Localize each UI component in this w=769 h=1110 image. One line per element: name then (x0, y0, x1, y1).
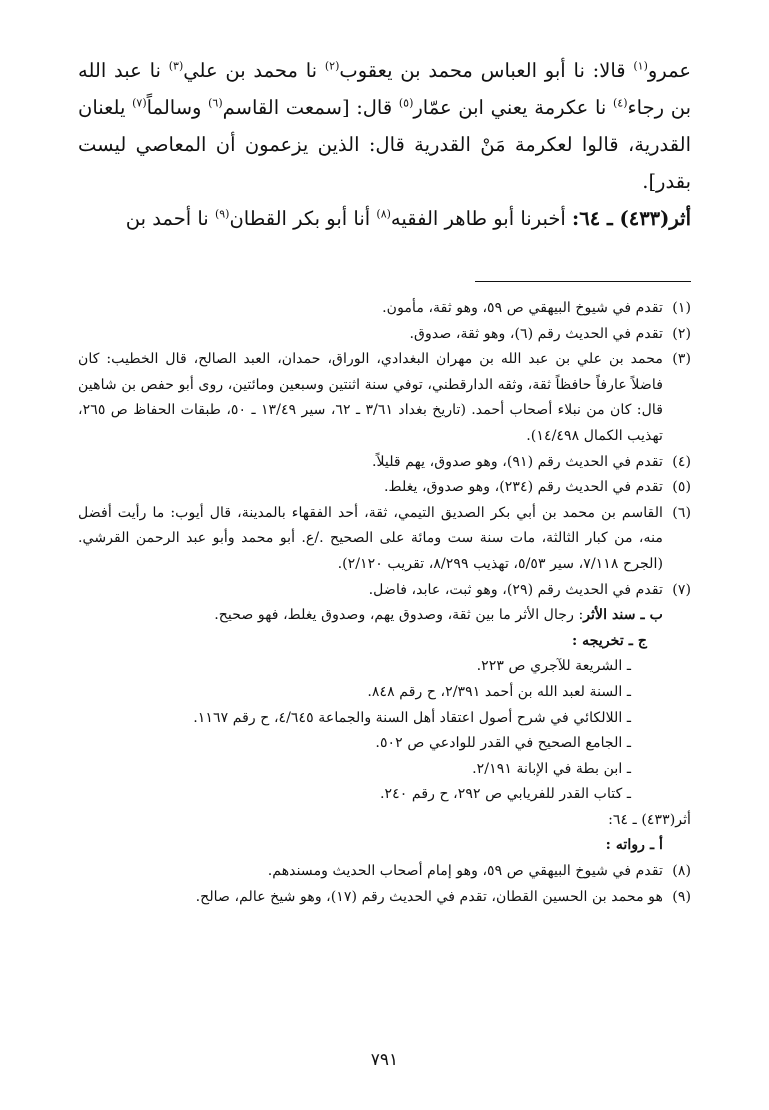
footnote-number: (٤) (672, 453, 691, 470)
footnote-number: (٧) (672, 581, 691, 598)
takhrij-item: ـ كتاب القدر للفريابي ص ٢٩٢، ح رقم ٢٤٠. (380, 786, 631, 803)
footnote-7 (78, 578, 691, 604)
footnote-number: (١) (672, 300, 691, 316)
footnote-number: (٩) (672, 888, 691, 905)
footnote-9 (78, 885, 691, 911)
text-run: نا أحمد بن (125, 207, 215, 230)
footnote-ref: (٥) (398, 96, 414, 110)
takhrij-item: ـ اللالكائي في شرح أصول اعتقاد أهل السنة والجماعة ٤/٦٤٥، ح رقم ١١٦٧. (193, 709, 631, 726)
main-text (78, 52, 691, 237)
sanad-text: : رجال الأثر ما بين ثقة، وصدوق يهم، وصدوق يغلط، فهو صحيح. (214, 607, 584, 624)
footnote-text: هو محمد بن الحسين القطان، تقدم في الحديث رقم (١٧)، وهو شيخ عالم، صالح. (195, 888, 663, 905)
book-page (78, 52, 691, 1070)
footnote-number: (٨) (672, 863, 691, 880)
footnote-ref: (١) (633, 59, 648, 73)
text-run: نا عكرمة يعني ابن عمّار (413, 96, 613, 119)
footnote-4 (78, 450, 691, 476)
narrators-heading: أ ـ رواته : (605, 837, 663, 854)
footnote-ref: (٧) (132, 96, 147, 110)
text-run: قالا: نا أبو العباس محمد بن يعقوب (339, 59, 634, 82)
text-run: أنا أبو بكر القطان (229, 207, 377, 230)
footnote-6 (78, 501, 691, 578)
athar-number-label: أثر(٤٣٣) ـ ٦٤: (572, 207, 691, 230)
main-paragraph-1 (78, 52, 691, 200)
footnote-5 (78, 475, 691, 501)
footnote-1 (78, 296, 691, 322)
footnote-text: القاسم بن محمد بن أبي بكر الصديق التيمي، ثقة، أحد الفقهاء بالمدينة، قال أيوب: ما رأيت أفضل منه، من كبار الثالثة، مات سنة ست ومائة على الصحيح ./ع. أبو محمد وأبو عبد الرحمن القرشي. (الجرح ٧/١١٨، سير ٥/٥٣، تهذيب ٨/٢٩٩، تقريب ٢/١٢٠). (78, 504, 663, 572)
footnote-ref: (٤) (612, 96, 628, 110)
footnote-text: محمد بن علي بن عبد الله بن مهران البغدادي، الوراق، حمدان، العبد الصالح، قال الخطيب: كان فاضلاً عارفاً حافظاً ثقة، وثقه الدارقطني، توفي سنة اثنتين وسبعين ومائتين، روى أبو حفص بن شاهين قال: كان من نبلاء أصحاب أحمد. (تاريخ بغداد ٣/٦١ ـ ٦٢، سير ١٣/٤٩ ـ ٥٠، طبقات الحفاظ ص ٢٦٥، تهذيب الكمال ١٤/٤٩٨). (78, 351, 663, 444)
text-run: وسالماً (146, 96, 209, 119)
footnote-2 (78, 322, 691, 348)
footnote-ref: (٩) (214, 207, 230, 221)
takhrij-item: ـ الجامع الصحيح في القدر للوادعي ص ٥٠٢. (375, 735, 631, 752)
text-run: يلعنان القدرية، قالوا لعكرمة مَنْ القدرية قال: الذين يزعمون أن المعاصي ليست بقدر]. (78, 96, 691, 193)
text-run: نا عبد الله بن رجاء (78, 59, 692, 119)
footnote-ref: (٦) (208, 96, 223, 110)
footnote-ref: (٢) (324, 59, 340, 73)
text-run: عمرو (647, 59, 691, 82)
footnotes (78, 296, 691, 910)
takhrij-item: ـ الشريعة للآجري ص ٢٢٣. (476, 658, 631, 675)
footnote-text: تقدم في الحديث رقم (٦)، وهو ثقة، صدوق. (409, 325, 663, 342)
footnote-8 (78, 859, 691, 885)
takhrij-item: ـ السنة لعبد الله بن أحمد ٢/٣٩١، ح رقم ٨٤٨. (367, 683, 631, 700)
text-run: قال: [سمعت القاسم (222, 96, 399, 119)
footnote-3 (78, 347, 691, 449)
footnote-divider (475, 281, 691, 282)
athar-note-label: أثر(٤٣٣) ـ ٦٤: (608, 811, 691, 828)
footnote-text: تقدم في شيوخ البيهقي ص ٥٩، وهو إمام أصحاب الحديث ومسندهم. (267, 863, 663, 880)
footnote-text: تقدم في شيوخ البيهقي ص ٥٩، وهو ثقة، مأمون. (382, 300, 663, 316)
footnote-number: (٣) (672, 351, 691, 368)
footnote-text: تقدم في الحديث رقم (٢٩)، وهو ثبت، عابد، فاضل. (368, 581, 663, 598)
text-run: نا محمد بن علي (183, 59, 325, 82)
takhrij-item: ـ ابن بطة في الإبانة ٢/١٩١. (472, 760, 631, 777)
main-paragraph-2 (78, 200, 691, 237)
takhrij-heading: ج ـ تخريجه : (571, 632, 647, 649)
footnote-number: (٦) (672, 504, 691, 521)
footnote-ref: (٨) (376, 207, 391, 221)
sanad-line (78, 603, 691, 629)
footnote-text: تقدم في الحديث رقم (٩١)، وهو صدوق، يهم قليلاً. (371, 453, 663, 470)
text-run: أخبرنا أبو طاهر الفقيه (390, 207, 573, 230)
footnote-text: تقدم في الحديث رقم (٢٣٤)، وهو صدوق، يغلط. (384, 479, 663, 496)
footnote-number: (٥) (672, 479, 691, 496)
sanad-label: ب ـ سند الأثر (583, 607, 663, 624)
footnote-ref: (٣) (168, 59, 184, 73)
footnote-number: (٢) (672, 325, 691, 342)
page-number: ٧٩١ (370, 1050, 399, 1070)
